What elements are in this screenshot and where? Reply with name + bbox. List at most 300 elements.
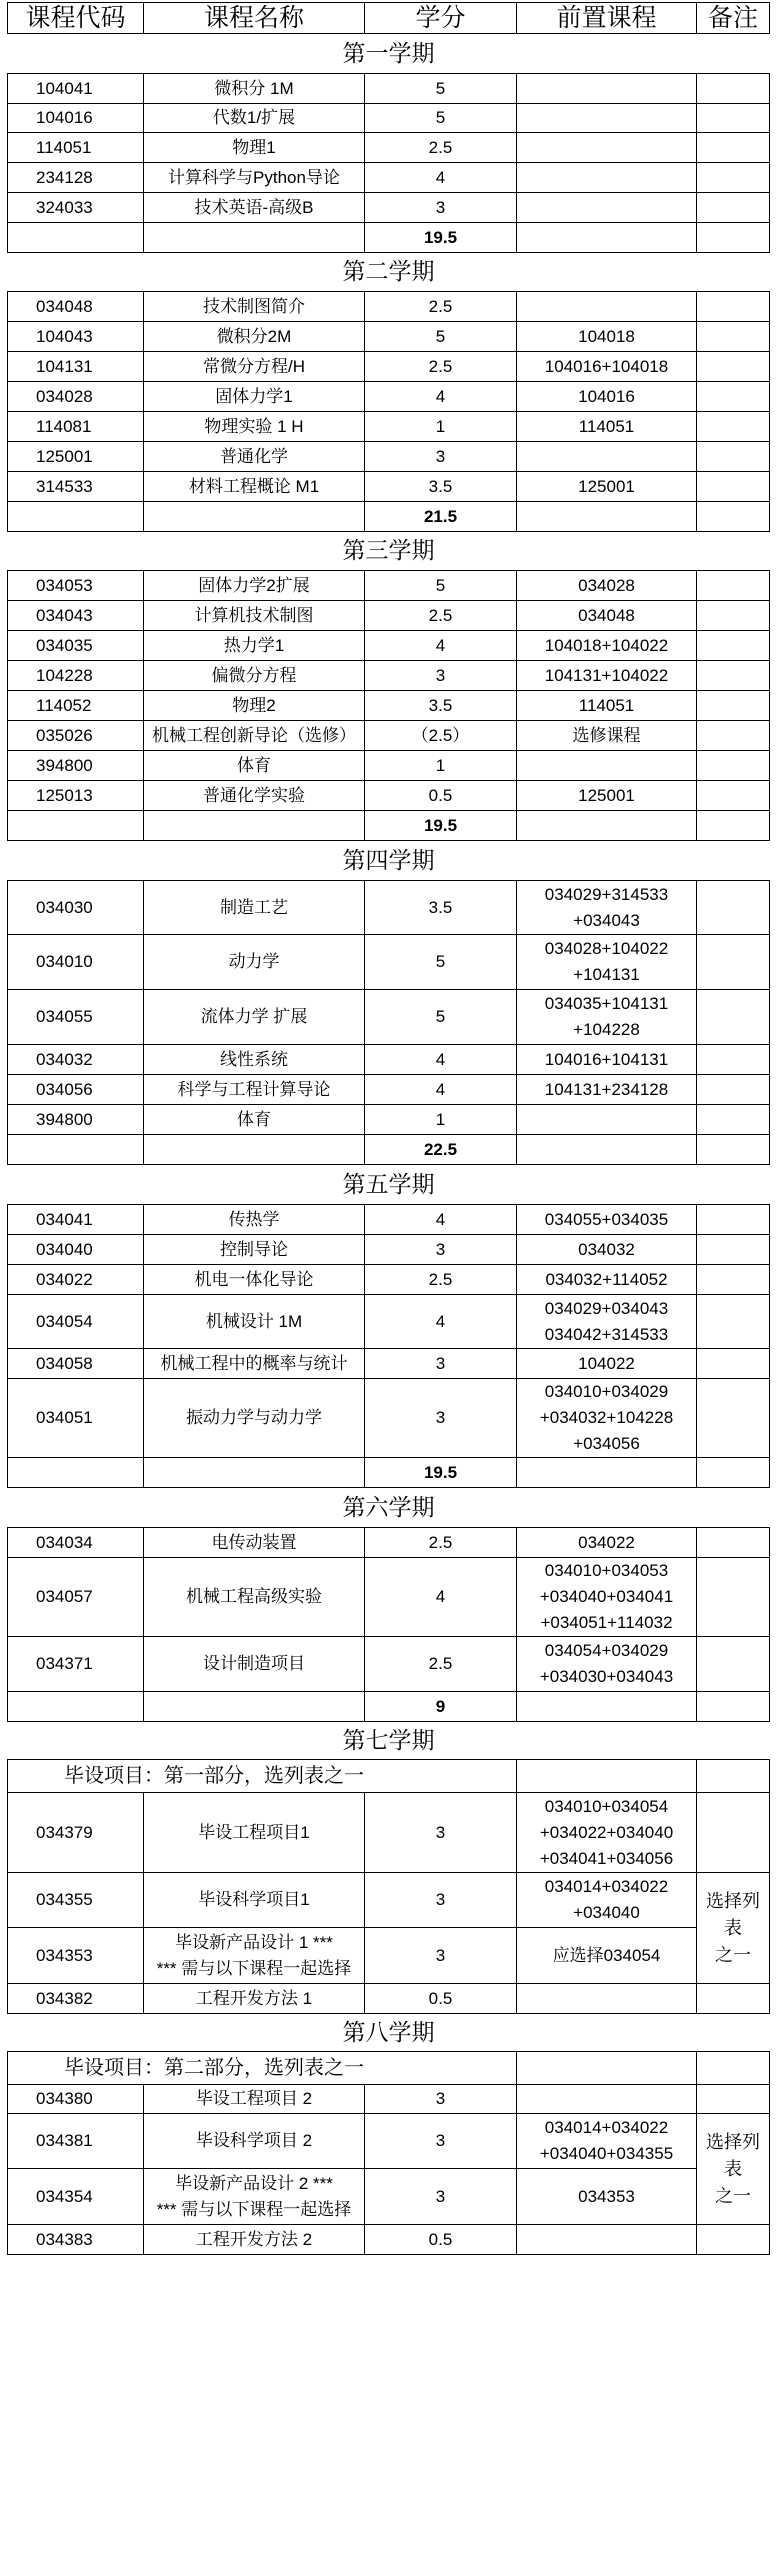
course-name: 振动力学与动力学 <box>144 1379 365 1458</box>
cell-line: *** 需与以下课程一起选择 <box>156 2199 352 2219</box>
course-prereq: 104016 <box>517 382 697 412</box>
course-name: 电传动装置 <box>144 1528 365 1558</box>
cell-line: +034051+114032 <box>540 1613 673 1632</box>
course-prereq: 104016+104131 <box>517 1045 697 1075</box>
course-name: 普通化学实验 <box>144 781 365 811</box>
cell-line: +104228 <box>573 1020 640 1039</box>
cell-line: 之一 <box>715 2185 751 2206</box>
semester-title-row <box>8 1488 770 1528</box>
choose-list-note <box>697 1873 770 1984</box>
project-part-empty <box>697 1760 770 1793</box>
course-code: 034032 <box>8 1045 144 1075</box>
course-code: 104228 <box>8 661 144 691</box>
course-code: 034380 <box>8 2085 144 2114</box>
course-name: 机械工程创新导论（选修） <box>144 721 365 751</box>
course-prereq: 104131+234128 <box>517 1075 697 1105</box>
course-name: 流体力学 扩展 <box>144 990 365 1045</box>
course-row <box>8 74 770 104</box>
course-credit: 2.5 <box>365 352 517 382</box>
course-code: 104016 <box>8 104 144 133</box>
course-note <box>697 1075 770 1105</box>
project-part-label: 毕设项目：第二部分，选列表之一 <box>8 2052 517 2085</box>
course-row <box>8 1873 770 1928</box>
course-code: 234128 <box>8 163 144 193</box>
course-credit: （2.5） <box>365 721 517 751</box>
course-note <box>697 935 770 990</box>
course-name: 物理实验 1 H <box>144 412 365 442</box>
semester-title: 第二学期 <box>8 253 770 292</box>
course-code: 034355 <box>8 1873 144 1928</box>
course-prereq: 104016+104018 <box>517 352 697 382</box>
course-code: 034054 <box>8 1295 144 1349</box>
project-part-row <box>8 2052 770 2085</box>
course-note <box>697 661 770 691</box>
course-credit: 5 <box>365 74 517 104</box>
table-body <box>8 34 770 2255</box>
course-prereq <box>517 74 697 104</box>
course-prereq: 114051 <box>517 412 697 442</box>
course-credit: 2.5 <box>365 1265 517 1295</box>
course-note <box>697 1265 770 1295</box>
semester-total-row <box>8 1692 770 1722</box>
course-row <box>8 1205 770 1235</box>
course-row <box>8 1045 770 1075</box>
course-prereq <box>517 1295 697 1349</box>
course-prereq <box>517 2225 697 2255</box>
semester-title-row <box>8 1722 770 1760</box>
course-code: 034035 <box>8 631 144 661</box>
course-name: 制造工艺 <box>144 881 365 935</box>
course-prereq <box>517 1105 697 1135</box>
course-credit: 2.5 <box>365 601 517 631</box>
course-credit: 0.5 <box>365 1984 517 2014</box>
course-prereq <box>517 2114 697 2169</box>
header-credit: 学分 <box>365 3 517 34</box>
course-credit: 2.5 <box>365 1637 517 1692</box>
course-code: 125013 <box>8 781 144 811</box>
course-credit: 2.5 <box>365 1528 517 1558</box>
cell-line: 034010+034029 <box>544 1382 669 1401</box>
course-credit: 2.5 <box>365 292 517 322</box>
course-name: 毕设工程项目 2 <box>144 2085 365 2114</box>
project-part-empty <box>517 1760 697 1793</box>
course-name: 常微分方程/H <box>144 352 365 382</box>
course-prereq: 125001 <box>517 472 697 502</box>
course-prereq <box>517 1873 697 1928</box>
course-name: 代数1/扩展 <box>144 104 365 133</box>
total-empty <box>144 1458 365 1488</box>
course-code: 034382 <box>8 1984 144 2014</box>
course-prereq: 034028 <box>517 571 697 601</box>
course-row <box>8 601 770 631</box>
course-note <box>697 163 770 193</box>
total-empty <box>517 1692 697 1722</box>
course-credit: 3 <box>365 1928 517 1984</box>
course-credit: 3.5 <box>365 691 517 721</box>
semester-total-credits: 21.5 <box>365 502 517 532</box>
course-credit: 1 <box>365 1105 517 1135</box>
course-code: 035026 <box>8 721 144 751</box>
semester-total-row <box>8 223 770 253</box>
semester-title: 第七学期 <box>8 1722 770 1760</box>
course-row <box>8 352 770 382</box>
course-note <box>697 292 770 322</box>
semester-total-row <box>8 502 770 532</box>
curriculum-table <box>7 2 770 2255</box>
course-row <box>8 631 770 661</box>
semester-title-row <box>8 1165 770 1205</box>
course-row <box>8 1235 770 1265</box>
course-credit: 4 <box>365 631 517 661</box>
course-credit: 4 <box>365 163 517 193</box>
project-part-label: 毕设项目：第一部分，选列表之一 <box>8 1760 517 1793</box>
course-prereq <box>517 990 697 1045</box>
semester-title: 第三学期 <box>8 532 770 571</box>
course-code: 034034 <box>8 1528 144 1558</box>
course-name: 工程开发方法 2 <box>144 2225 365 2255</box>
total-empty <box>144 502 365 532</box>
course-code: 324033 <box>8 193 144 223</box>
course-prereq <box>517 881 697 935</box>
course-note <box>697 751 770 781</box>
course-note <box>697 412 770 442</box>
course-row <box>8 472 770 502</box>
course-row <box>8 442 770 472</box>
course-prereq: 034055+034035 <box>517 1205 697 1235</box>
course-row <box>8 1793 770 1873</box>
semester-total-credits: 19.5 <box>365 811 517 841</box>
course-prereq: 选修课程 <box>517 721 697 751</box>
course-credit: 3 <box>365 1793 517 1873</box>
choose-list-note <box>697 2114 770 2225</box>
semester-total-credits: 9 <box>365 1692 517 1722</box>
header-row <box>8 3 770 34</box>
course-prereq: 104022 <box>517 1349 697 1379</box>
course-row <box>8 1265 770 1295</box>
course-code: 034048 <box>8 292 144 322</box>
course-note <box>697 1984 770 2014</box>
course-code: 034053 <box>8 571 144 601</box>
course-name: 微积分 1M <box>144 74 365 104</box>
course-code: 125001 <box>8 442 144 472</box>
course-name: 材料工程概论 M1 <box>144 472 365 502</box>
course-credit: 3 <box>365 2085 517 2114</box>
course-prereq: 104018+104022 <box>517 631 697 661</box>
course-note <box>697 193 770 223</box>
total-empty <box>697 1135 770 1165</box>
course-row <box>8 2114 770 2169</box>
cell-line: 034042+314533 <box>544 1324 669 1344</box>
course-code: 034354 <box>8 2169 144 2225</box>
course-prereq: 034048 <box>517 601 697 631</box>
semester-total-row <box>8 1135 770 1165</box>
course-prereq: 104131+104022 <box>517 661 697 691</box>
total-empty <box>8 811 144 841</box>
total-empty <box>697 1458 770 1488</box>
course-prereq: 114051 <box>517 691 697 721</box>
course-credit: 5 <box>365 104 517 133</box>
course-prereq <box>517 1984 697 2014</box>
course-row <box>8 382 770 412</box>
course-credit: 2.5 <box>365 133 517 163</box>
course-prereq: 104018 <box>517 322 697 352</box>
course-row <box>8 2169 770 2225</box>
course-name: 线性系统 <box>144 1045 365 1075</box>
cell-line: 之一 <box>715 1944 751 1965</box>
course-credit: 3 <box>365 1235 517 1265</box>
course-note <box>697 352 770 382</box>
course-row <box>8 990 770 1045</box>
course-code: 114081 <box>8 412 144 442</box>
course-row <box>8 691 770 721</box>
total-empty <box>517 502 697 532</box>
course-credit: 5 <box>365 990 517 1045</box>
total-empty <box>517 811 697 841</box>
course-row <box>8 193 770 223</box>
course-prereq <box>517 292 697 322</box>
course-code: 114052 <box>8 691 144 721</box>
course-prereq <box>517 935 697 990</box>
course-note <box>697 781 770 811</box>
project-part-empty <box>697 2052 770 2085</box>
course-name: 计算机技术制图 <box>144 601 365 631</box>
course-row <box>8 751 770 781</box>
course-prereq: 034032 <box>517 1235 697 1265</box>
course-prereq: 034032+114052 <box>517 1265 697 1295</box>
course-name: 机电一体化导论 <box>144 1265 365 1295</box>
course-name: 物理2 <box>144 691 365 721</box>
course-name: 固体力学1 <box>144 382 365 412</box>
semester-total-row <box>8 1458 770 1488</box>
course-code: 394800 <box>8 751 144 781</box>
course-credit: 3 <box>365 1873 517 1928</box>
cell-line: 毕设新产品设计 1 *** <box>175 1932 333 1952</box>
semester-title: 第五学期 <box>8 1165 770 1205</box>
course-note <box>697 1205 770 1235</box>
course-prereq: 应选择034054 <box>517 1928 697 1984</box>
course-code: 104131 <box>8 352 144 382</box>
course-name: 物理1 <box>144 133 365 163</box>
semester-title-row <box>8 841 770 881</box>
course-name: 计算科学与Python导论 <box>144 163 365 193</box>
course-prereq <box>517 133 697 163</box>
course-code: 034043 <box>8 601 144 631</box>
course-name: 普通化学 <box>144 442 365 472</box>
course-row <box>8 163 770 193</box>
course-row <box>8 1075 770 1105</box>
course-name: 体育 <box>144 751 365 781</box>
course-note <box>697 104 770 133</box>
course-credit: 3 <box>365 2169 517 2225</box>
cell-line: +104131 <box>573 965 640 984</box>
course-name: 热力学1 <box>144 631 365 661</box>
course-row <box>8 781 770 811</box>
course-credit: 4 <box>365 1075 517 1105</box>
course-row <box>8 1528 770 1558</box>
cell-line: +034056 <box>573 1434 640 1453</box>
course-name: 机械设计 1M <box>144 1295 365 1349</box>
course-row <box>8 1349 770 1379</box>
total-empty <box>697 1692 770 1722</box>
course-note <box>697 2085 770 2114</box>
course-note <box>697 1295 770 1349</box>
course-code: 314533 <box>8 472 144 502</box>
course-code: 034353 <box>8 1928 144 1984</box>
course-note <box>697 74 770 104</box>
cell-line: 034014+034022 <box>544 1877 669 1896</box>
course-credit: 3.5 <box>365 881 517 935</box>
total-empty <box>8 502 144 532</box>
cell-line: 选择列表 <box>706 1890 760 1938</box>
course-prereq <box>517 2085 697 2114</box>
course-code: 034041 <box>8 1205 144 1235</box>
course-code: 034371 <box>8 1637 144 1692</box>
course-row <box>8 571 770 601</box>
course-code: 034022 <box>8 1265 144 1295</box>
semester-title: 第六学期 <box>8 1488 770 1528</box>
cell-line: 034029+314533 <box>544 884 669 904</box>
course-prereq <box>517 1793 697 1873</box>
course-note <box>697 472 770 502</box>
course-credit: 4 <box>365 1295 517 1349</box>
total-empty <box>697 502 770 532</box>
course-name: 控制导论 <box>144 1235 365 1265</box>
semester-title: 第一学期 <box>8 34 770 74</box>
course-code: 034381 <box>8 2114 144 2169</box>
semester-title-row <box>8 2014 770 2052</box>
course-row <box>8 292 770 322</box>
course-row <box>8 2225 770 2255</box>
cell-line: 034035+104131 <box>544 994 669 1013</box>
course-credit: 3 <box>365 1379 517 1458</box>
total-empty <box>8 223 144 253</box>
semester-total-row <box>8 811 770 841</box>
course-note <box>697 1793 770 1873</box>
course-name: 毕设科学项目 2 <box>144 2114 365 2169</box>
course-prereq <box>517 193 697 223</box>
course-row <box>8 1379 770 1458</box>
course-name <box>144 2169 365 2225</box>
course-row <box>8 2085 770 2114</box>
course-name: 科学与工程计算导论 <box>144 1075 365 1105</box>
course-note <box>697 631 770 661</box>
course-row <box>8 104 770 133</box>
course-code: 034058 <box>8 1349 144 1379</box>
course-note <box>697 322 770 352</box>
course-name: 微积分2M <box>144 322 365 352</box>
course-name: 体育 <box>144 1105 365 1135</box>
header-name: 课程名称 <box>144 3 365 34</box>
course-row <box>8 661 770 691</box>
course-prereq: 034022 <box>517 1528 697 1558</box>
course-credit: 4 <box>365 382 517 412</box>
semester-title: 第八学期 <box>8 2014 770 2052</box>
course-name <box>144 1928 365 1984</box>
course-prereq <box>517 1637 697 1692</box>
course-credit: 0.5 <box>365 781 517 811</box>
course-row <box>8 935 770 990</box>
semester-title: 第四学期 <box>8 841 770 881</box>
course-note <box>697 1045 770 1075</box>
course-code: 034028 <box>8 382 144 412</box>
course-note <box>697 1105 770 1135</box>
course-prereq: 034353 <box>517 2169 697 2225</box>
cell-line: 034010+034053 <box>544 1561 669 1580</box>
course-code: 104043 <box>8 322 144 352</box>
course-note <box>697 721 770 751</box>
course-note <box>697 1235 770 1265</box>
course-code: 034051 <box>8 1379 144 1458</box>
semester-title-row <box>8 34 770 74</box>
course-credit: 5 <box>365 571 517 601</box>
course-note <box>697 1379 770 1458</box>
course-credit: 3 <box>365 661 517 691</box>
semester-total-credits: 19.5 <box>365 223 517 253</box>
course-prereq <box>517 442 697 472</box>
course-row <box>8 412 770 442</box>
course-credit: 5 <box>365 322 517 352</box>
course-name: 工程开发方法 1 <box>144 1984 365 2014</box>
total-empty <box>517 1458 697 1488</box>
total-empty <box>144 811 365 841</box>
course-note <box>697 442 770 472</box>
course-note <box>697 571 770 601</box>
course-note <box>697 2225 770 2255</box>
course-prereq <box>517 163 697 193</box>
total-empty <box>697 223 770 253</box>
total-empty <box>517 1135 697 1165</box>
total-empty <box>517 223 697 253</box>
cell-line: +034043 <box>573 910 640 930</box>
cell-line: 034029+034043 <box>544 1298 669 1318</box>
semester-total-credits: 19.5 <box>365 1458 517 1488</box>
course-note <box>697 990 770 1045</box>
course-name: 固体力学2扩展 <box>144 571 365 601</box>
course-note <box>697 1528 770 1558</box>
cell-line: +034040 <box>573 1903 640 1922</box>
course-name: 机械工程高级实验 <box>144 1558 365 1637</box>
course-credit: 3 <box>365 1349 517 1379</box>
course-note <box>697 382 770 412</box>
total-empty <box>8 1458 144 1488</box>
course-row <box>8 1558 770 1637</box>
total-empty <box>8 1692 144 1722</box>
course-code: 394800 <box>8 1105 144 1135</box>
course-credit: 4 <box>365 1045 517 1075</box>
cell-line: +034030+034043 <box>539 1667 674 1686</box>
course-code: 034057 <box>8 1558 144 1637</box>
course-note <box>697 133 770 163</box>
course-name: 传热学 <box>144 1205 365 1235</box>
course-row <box>8 322 770 352</box>
course-code: 034055 <box>8 990 144 1045</box>
total-empty <box>144 1135 365 1165</box>
semester-total-credits: 22.5 <box>365 1135 517 1165</box>
course-credit: 1 <box>365 412 517 442</box>
cell-line: +034041+034056 <box>539 1848 674 1868</box>
course-name: 机械工程中的概率与统计 <box>144 1349 365 1379</box>
project-part-empty <box>517 2052 697 2085</box>
course-prereq <box>517 104 697 133</box>
course-name: 动力学 <box>144 935 365 990</box>
course-row <box>8 721 770 751</box>
course-note <box>697 1637 770 1692</box>
course-note <box>697 1558 770 1637</box>
course-credit: 4 <box>365 1558 517 1637</box>
course-credit: 4 <box>365 1205 517 1235</box>
course-credit: 3 <box>365 442 517 472</box>
cell-line: +034040+034355 <box>539 2144 674 2163</box>
